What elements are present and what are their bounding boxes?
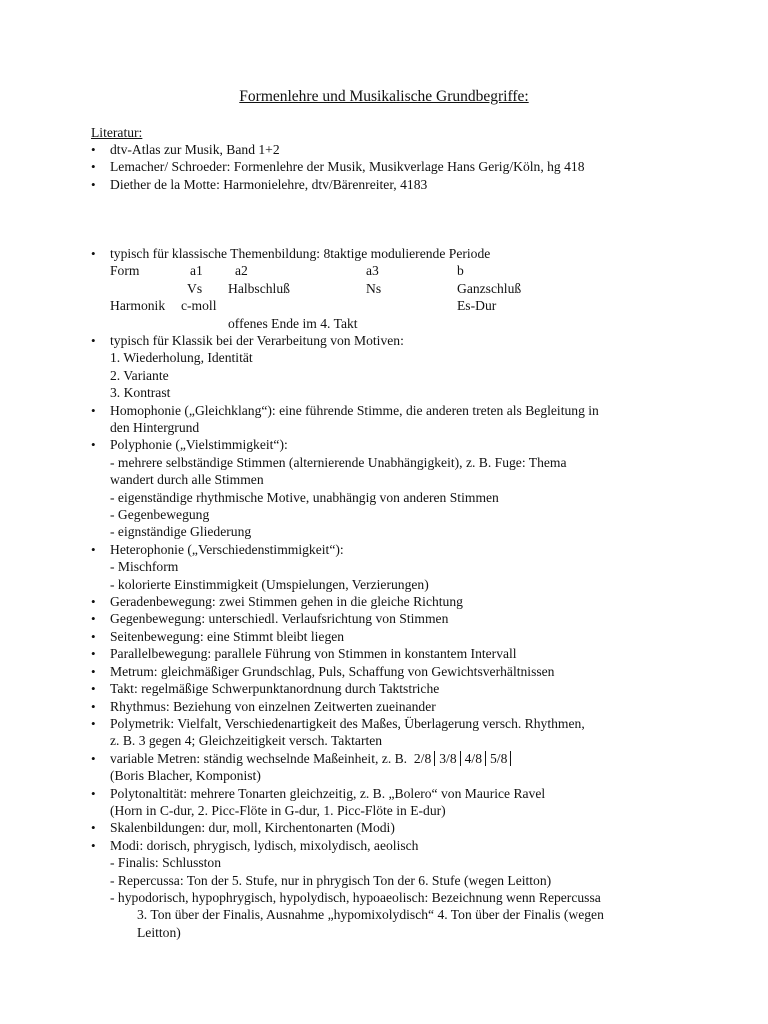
modi-line: - hypodorisch, hypophrygisch, hypolydisch, hypoaeolisch: Bezeichnung wenn Repercussa xyxy=(110,889,601,905)
barline xyxy=(485,751,486,766)
motive-intro: • typisch für Klassik bei der Verarbeitung von Motiven: xyxy=(110,332,404,348)
literatur-heading: Literatur: xyxy=(91,125,143,140)
literatur-item: • Diether de la Motte: Harmonielehre, dtv/Bärenreiter, 4183 xyxy=(91,176,691,193)
polyphonie-item xyxy=(91,436,691,540)
modi-line: - Repercussa: Ton der 5. Stufe, nur in phrygisch Ton der 6. Stufe (wegen Leitton) xyxy=(110,872,552,888)
modi-line: Leitton) xyxy=(137,924,181,940)
polytonalitaet-line: • Polytonaltität: mehrere Tonarten gleichzeitig, z. B. „Bolero“ von Maurice Ravel xyxy=(110,785,546,801)
time-signature: 4/8 xyxy=(464,750,482,766)
time-signature: 2/8 xyxy=(413,750,432,766)
variable-metren-text: variable Metren: ständig wechselnde Maßeinheit, z. B. xyxy=(110,750,408,766)
harmonik-cmoll: c-moll xyxy=(181,298,217,314)
metrum-item: • Metrum: gleichmäßiger Grundschlag, Puls, Schaffung von Gewichtsverhältnissen xyxy=(91,663,691,680)
takt-item: • Takt: regelmäßige Schwerpunktanordnung durch Taktstriche xyxy=(91,680,691,697)
cadence-halbschluss: Halbschluß xyxy=(228,280,290,296)
barline xyxy=(460,751,461,766)
form-a1: a1 xyxy=(190,263,203,279)
geradenbewegung-item: • Geradenbewegung: zwei Stimmen gehen in die gleiche Richtung xyxy=(91,593,691,610)
motive-line: 2. Variante xyxy=(110,367,169,383)
polyphonie-intro: • Polyphonie („Vielstimmigkeit“): xyxy=(110,437,288,453)
modi-item xyxy=(91,837,691,941)
variable-metren-line xyxy=(110,750,691,767)
polytonalitaet-line: (Horn in C-dur, 2. Picc-Flöte in G-dur, 1. Picc-Flöte in E-dur) xyxy=(110,802,446,818)
barline xyxy=(510,751,511,766)
harmonik-esdur: Es-Dur xyxy=(457,298,497,314)
form-b: b xyxy=(457,263,464,279)
motive-item xyxy=(91,332,691,402)
motive-line: 1. Wiederholung, Identität xyxy=(110,350,253,366)
offenes-ende: offenes Ende im 4. Takt xyxy=(228,315,358,331)
variable-metren-note: (Boris Blacher, Komponist) xyxy=(110,768,261,784)
heterophonie-intro: • Heterophonie („Verschiedenstimmigkeit“): xyxy=(110,541,344,557)
variable-metren-item xyxy=(91,750,691,785)
periode-item xyxy=(91,245,691,332)
parallelbewegung-item: • Parallelbewegung: parallele Führung von Stimmen in konstantem Intervall xyxy=(91,645,691,662)
gegenbewegung-item: • Gegenbewegung: unterschiedl. Verlaufsrichtung von Stimmen xyxy=(91,610,691,627)
heterophonie-item xyxy=(91,541,691,593)
content-list xyxy=(91,245,691,941)
motive-line: 3. Kontrast xyxy=(110,385,171,401)
modi-line: - Finalis: Schlusston xyxy=(110,855,222,871)
homophonie-item xyxy=(91,402,691,437)
harmonik-label: Harmonik xyxy=(110,298,166,314)
barline xyxy=(434,751,435,766)
homophonie-line: den Hintergrund xyxy=(110,420,200,435)
form-a2: a2 xyxy=(235,263,248,279)
polyphonie-line: - mehrere selbständige Stimmen (alternierende Unabhängigkeit), z. B. Fuge: Thema xyxy=(110,454,567,470)
literatur-item: • Lemacher/ Schroeder: Formenlehre der Musik, Musikverlage Hans Gerig/Köln, hg 418 xyxy=(91,158,691,175)
periode-cadence-row xyxy=(110,280,691,297)
heterophonie-line: - kolorierte Einstimmigkeit (Umspielungen, Verzierungen) xyxy=(110,576,429,592)
cadence-ganzschluss: Ganzschluß xyxy=(457,280,522,296)
cadence-ns: Ns xyxy=(366,280,382,296)
form-a3: a3 xyxy=(366,263,379,279)
polyphonie-line: - eigenständige rhythmische Motive, unabhängig von anderen Stimmen xyxy=(110,489,499,505)
periode-intro: • typisch für klassische Themenbildung: 8taktige modulierende Periode xyxy=(110,246,491,261)
page-title: Formenlehre und Musikalische Grundbegriffe: xyxy=(239,88,529,105)
literatur-list xyxy=(91,141,691,193)
periode-ende-row xyxy=(110,315,691,332)
seitenbewegung-item: • Seitenbewegung: eine Stimmt bleibt liegen xyxy=(91,628,691,645)
polytonalitaet-item xyxy=(91,785,691,820)
modi-intro: • Modi: dorisch, phrygisch, lydisch, mixolydisch, aeolisch xyxy=(110,837,419,853)
polymetrik-line: • Polymetrik: Vielfalt, Verschiedenartigkeit des Maßes, Überlagerung versch. Rhythmen, xyxy=(110,715,585,731)
time-signature: 5/8 xyxy=(490,750,508,766)
polymetrik-line: z. B. 3 gegen 4; Gleichzeitigkeit versch. Taktarten xyxy=(110,733,383,749)
skalenbildungen-item: • Skalenbildungen: dur, moll, Kirchentonarten (Modi) xyxy=(91,819,691,836)
time-signature: 3/8 xyxy=(439,750,457,766)
periode-harmonik-row xyxy=(110,297,691,314)
homophonie-line: • Homophonie („Gleichklang“): eine führende Stimme, die anderen treten als Begleitung in xyxy=(110,402,599,418)
polyphonie-line: wandert durch alle Stimmen xyxy=(110,472,264,488)
rhythmus-item: • Rhythmus: Beziehung von einzelnen Zeitwerten zueinander xyxy=(91,698,691,715)
polymetrik-item xyxy=(91,715,691,750)
polyphonie-line: - eignständige Gliederung xyxy=(110,524,252,540)
modi-line: 3. Ton über der Finalis, Ausnahme „hypomixolydisch“ 4. Ton über der Finalis (wegen xyxy=(137,907,604,923)
literatur-item: • dtv-Atlas zur Musik, Band 1+2 xyxy=(91,141,691,158)
polyphonie-line: - Gegenbewegung xyxy=(110,507,210,523)
heterophonie-line: - Mischform xyxy=(110,559,179,575)
periode-form-row xyxy=(110,262,691,279)
cadence-vs: Vs xyxy=(187,280,203,296)
form-label: Form xyxy=(110,263,140,279)
